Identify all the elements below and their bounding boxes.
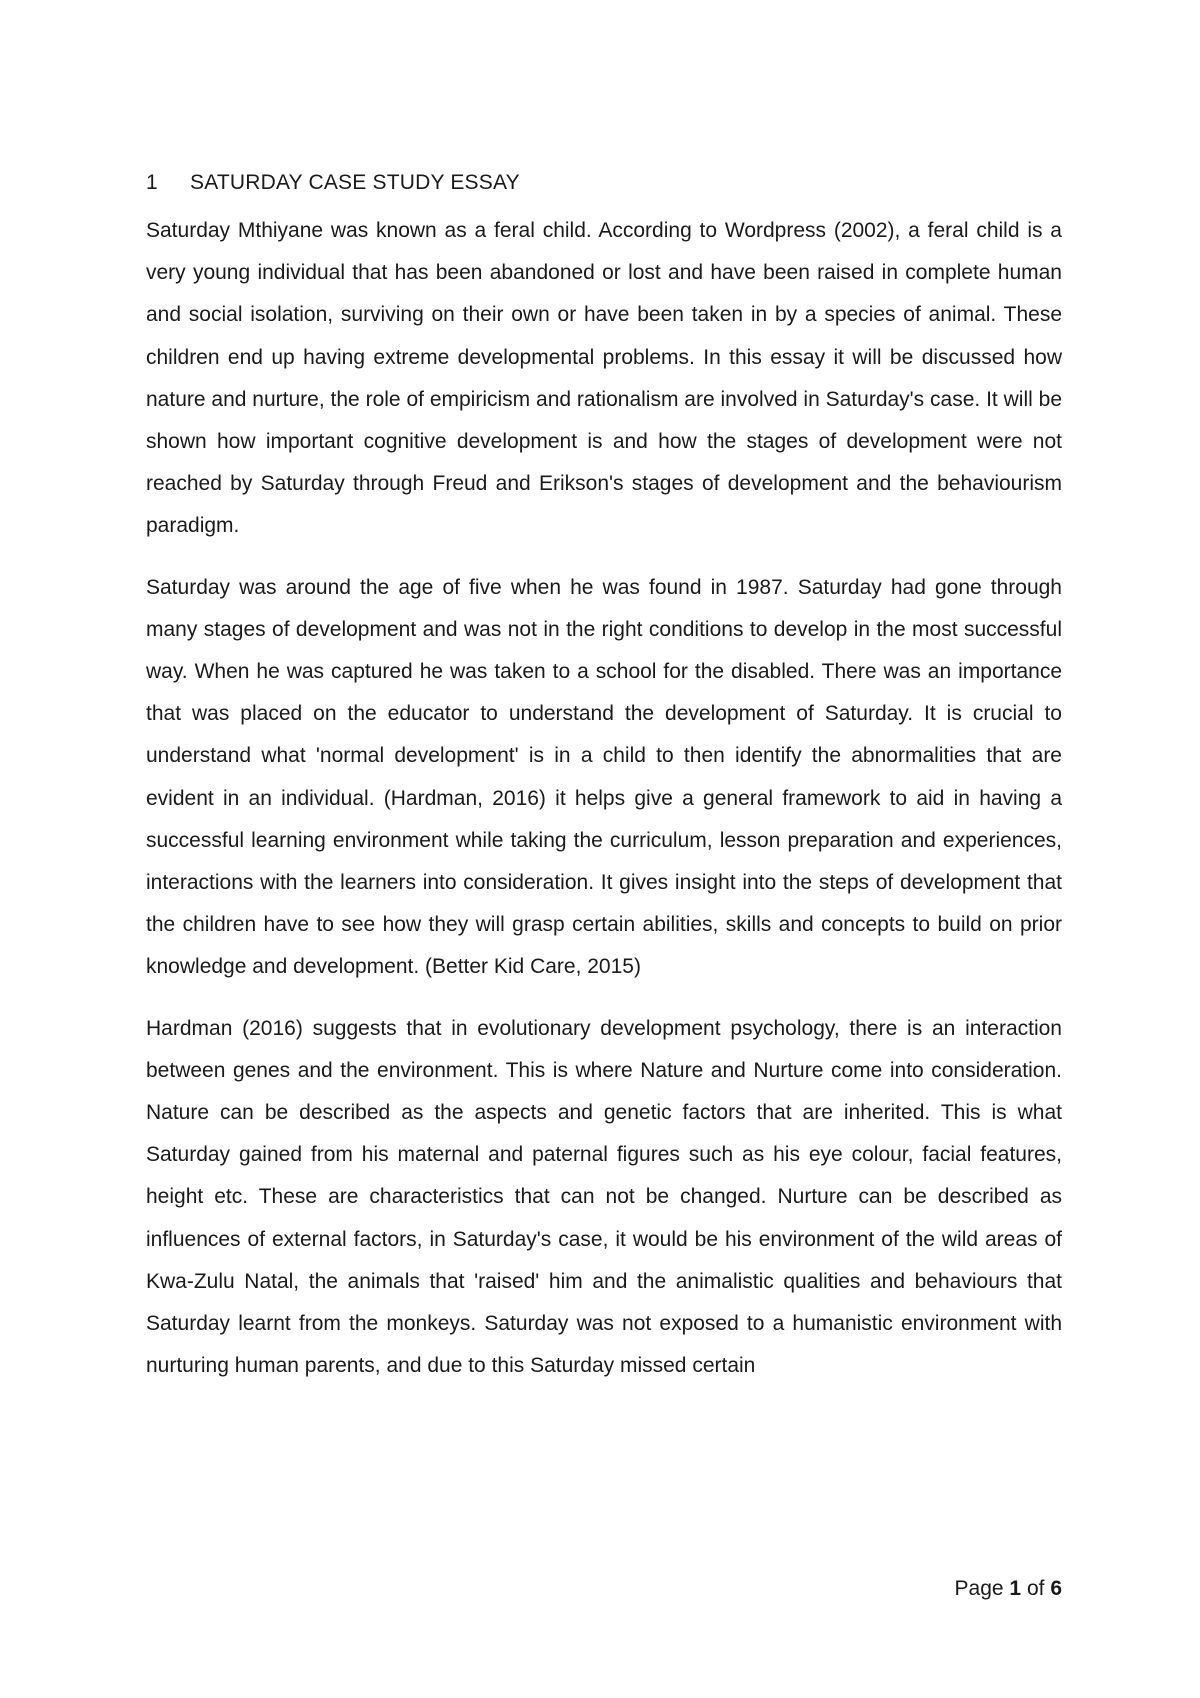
section-number: 1	[146, 171, 158, 194]
section-heading	[146, 168, 1062, 198]
section-title: SATURDAY CASE STUDY ESSAY	[190, 171, 520, 194]
current-page-number: 1	[1009, 1577, 1022, 1600]
of-label: of	[1026, 1577, 1045, 1600]
paragraph-3: Hardman (2016) suggests that in evolutionary development psychology, there is an interaction between genes and the environment. This is where Nature and Nurture come into consideration. Nature can be described as the aspects and genetic factors that are inherited. This is what Saturday gained from his maternal and paternal figures such as his eye colour, facial features, height etc. These are characteristics that can not be changed. Nurture can be described as influences of external factors, in Saturday's case, it would be his environment of the wild areas of Kwa-Zulu Natal, the animals that 'raised' him and the animalistic qualities and behaviours that Saturday learnt from the monkeys. Saturday was not exposed to a humanistic environment with nurturing human parents, and due to this Saturday missed certain	[146, 1016, 1062, 1378]
document-body	[146, 168, 1062, 1387]
page-label: Page	[954, 1577, 1004, 1600]
paragraph-2: Saturday was around the age of five when he was found in 1987. Saturday had gone through many stages of development and was not in the right conditions to develop in the most successful way. When he was captured he was taken to a school for the disabled. There was an importance that was placed on the educator to understand the development of Saturday. It is crucial to understand what 'normal development' is in a child to then identify the abnormalities that are evident in an individual. (Hardman, 2016) it helps give a general framework to aid in having a successful learning environment while taking the curriculum, lesson preparation and experiences, interactions with the learners into consideration. It gives insight into the steps of development that the children have to see how they will grasp certain abilities, skills and concepts to build on prior knowledge and development. (Better Kid Care, 2015)	[146, 575, 1062, 979]
total-pages-number: 6	[1050, 1577, 1062, 1600]
paragraph-1: Saturday Mthiyane was known as a feral child. According to Wordpress (2002), a feral child is a very young individual that has been abandoned or lost and have been raised in complete human and social isolation, surviving on their own or have been taken in by a species of animal. These children end up having extreme developmental problems. In this essay it will be discussed how nature and nurture, the role of empiricism and rationalism are involved in Saturday's case. It will be shown how important cognitive development is and how the stages of development were not reached by Saturday through Freud and Erikson's stages of development and the behaviourism paradigm.	[146, 219, 1062, 538]
page-number-footer	[955, 1574, 1062, 1604]
